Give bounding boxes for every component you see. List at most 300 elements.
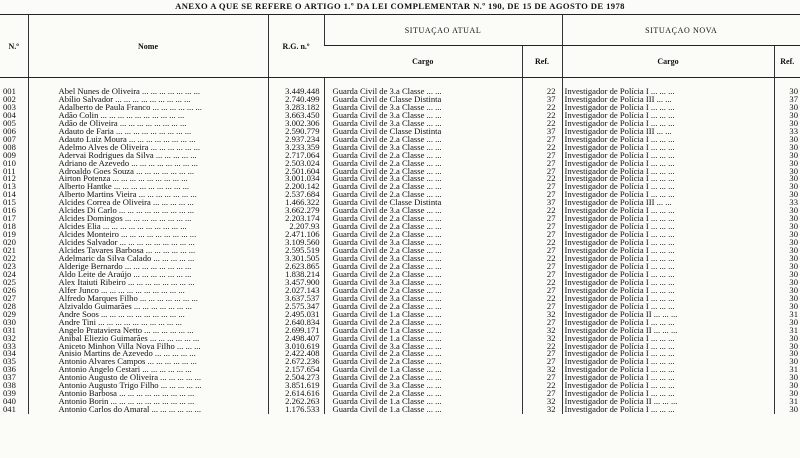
row-name: Adroaldo Goes Souza ... ... ... ... ... ... ... (28, 168, 268, 176)
row-cargo-atual: Guarda Civil de 2.a Classe ... ... (324, 223, 522, 231)
row-name: Adão de Oliveira ... ... ... ... ... ... ... ... (28, 120, 268, 128)
row-cargo-atual: Guarda Civil de 2.a Classe ... ... (324, 350, 522, 358)
row-cargo-nova: Investigador de Polícia II ... ... ... (562, 398, 774, 406)
row-name: Antonio Borin ... ... ... ... ... ... ... ... ... ... (28, 398, 268, 406)
table-row (0, 207, 800, 215)
table-row (0, 358, 800, 366)
table-row (0, 128, 800, 136)
row-rg: 3.663.450 (268, 112, 324, 120)
row-name: Alberto Hantke ... ... ... ... ... ... ... ... ... (28, 183, 268, 191)
row-cargo-nova: Investigador de Polícia I ... ... ... (562, 319, 774, 327)
row-ref-atual: 22 (522, 104, 562, 112)
row-ref-atual: 27 (522, 303, 562, 311)
row-cargo-nova: Investigador de Polícia I ... ... ... (562, 239, 774, 247)
row-ref-nova: 30 (774, 112, 800, 120)
row-ref-atual: 27 (522, 152, 562, 160)
row-number: 034 (3, 350, 16, 359)
table-row (0, 255, 800, 263)
row-cargo-atual: Guarda Civil de Classe Distinta (324, 96, 522, 104)
row-ref-nova: 30 (774, 255, 800, 263)
row-cargo-atual: Guarda Civil de 2.a Classe ... ... (324, 160, 522, 168)
row-number: 010 (3, 159, 16, 168)
row-cargo-atual: Guarda Civil de 3.a Classe ... ... (324, 175, 522, 183)
row-name: Alberto Martins Vieira ... ... ... ... ... ... ... (28, 191, 268, 199)
row-cargo-atual: Guarda Civil de 3.a Classe ... ... (324, 207, 522, 215)
row-rg: 2.937.234 (268, 136, 324, 144)
row-rg: 3.010.619 (268, 343, 324, 351)
row-ref-atual: 27 (522, 168, 562, 176)
row-cargo-nova: Investigador de Polícia I ... ... ... (562, 343, 774, 351)
row-number: 005 (3, 119, 16, 128)
row-rg: 2.503.024 (268, 160, 324, 168)
table-row (0, 223, 800, 231)
table-row (0, 382, 800, 390)
row-cargo-atual: Guarda Civil de 3.a Classe ... ... (324, 343, 522, 351)
row-name: Adriano de Azevedo ... ... ... ... ... ... ... ... (28, 160, 268, 168)
header-rg: R.G. n.º (268, 15, 324, 78)
table-row (0, 144, 800, 152)
row-ref-nova: 30 (774, 175, 800, 183)
row-number: 027 (3, 294, 16, 303)
row-rg: 2.200.142 (268, 183, 324, 191)
row-number: 040 (3, 398, 16, 407)
row-number: 002 (3, 95, 16, 104)
row-cargo-nova: Investigador de Polícia I ... ... ... (562, 144, 774, 152)
table-row (0, 160, 800, 168)
row-name: Alfer Junco ... ... ... ... ... ... ... ... ... ... (28, 287, 268, 295)
row-number: 004 (3, 111, 16, 120)
row-ref-nova: 30 (774, 382, 800, 390)
row-number: 016 (3, 207, 16, 216)
row-rg: 2.471.106 (268, 231, 324, 239)
header-number: N.º (0, 15, 28, 78)
row-ref-nova: 30 (774, 160, 800, 168)
row-rg: 2.717.064 (268, 152, 324, 160)
row-number: 033 (3, 342, 16, 351)
row-name: Antonio Augusto Trigo Filho ... ... ... ... ... (28, 382, 268, 390)
row-number: 012 (3, 175, 16, 184)
row-cargo-atual: Guarda Civil de 2.a Classe ... ... (324, 271, 522, 279)
header-ref-atual: Ref. (522, 46, 562, 78)
row-number: 020 (3, 239, 16, 248)
row-ref-nova: 30 (774, 279, 800, 287)
row-rg: 2.262.263 (268, 398, 324, 406)
row-cargo-nova: Investigador de Polícia I ... ... ... (562, 207, 774, 215)
table-row (0, 287, 800, 295)
row-cargo-atual: Guarda Civil de 2.a Classe ... ... (324, 358, 522, 366)
row-ref-nova: 30 (774, 343, 800, 351)
table-row (0, 191, 800, 199)
row-number: 018 (3, 223, 16, 232)
row-number: 023 (3, 262, 16, 271)
table-row (0, 406, 800, 414)
row-cargo-atual: Guarda Civil de 2.a Classe ... ... (324, 136, 522, 144)
row-cargo-nova: Investigador de Polícia I ... ... ... (562, 168, 774, 176)
row-cargo-atual: Guarda Civil de 2.a Classe ... ... (324, 319, 522, 327)
row-ref-atual: 27 (522, 223, 562, 231)
row-name: Abel Nunes de Oliveira ... ... ... ... ... ... ... (28, 78, 268, 96)
row-number: 014 (3, 191, 16, 200)
row-cargo-atual: Guarda Civil de 3.a Classe ... ... (324, 104, 522, 112)
row-cargo-atual: Guarda Civil de 2.a Classe ... ... (324, 191, 522, 199)
page-title: ANEXO A QUE SE REFERE O ARTIGO 1.º DA LEI COMPLEMENTAR N.º 190, DE 15 DE AGOSTO DE 1978 (175, 1, 625, 11)
row-ref-atual: 37 (522, 128, 562, 136)
row-name: Andre Tini ... ... ... ... ... ... ... ... ... ... (28, 319, 268, 327)
row-number: 032 (3, 334, 16, 343)
row-rg: 2.537.684 (268, 191, 324, 199)
row-cargo-nova: Investigador de Polícia I ... ... ... (562, 287, 774, 295)
row-number: 041 (3, 406, 16, 415)
table-row (0, 350, 800, 358)
row-ref-nova: 30 (774, 223, 800, 231)
row-name: Antonio Carlos do Amaral ... ... ... ... ... ... (28, 406, 268, 414)
table-row (0, 390, 800, 398)
row-rg: 2.501.604 (268, 168, 324, 176)
row-rg: 3.283.182 (268, 104, 324, 112)
row-cargo-atual: Guarda Civil de 3.a Classe ... ... (324, 255, 522, 263)
table-row (0, 215, 800, 223)
row-ref-nova: 30 (774, 247, 800, 255)
row-name: Abílio Salvador ... ... ... ... ... ... ... ... ... (28, 96, 268, 104)
row-cargo-nova: Investigador de Polícia I ... ... ... (562, 303, 774, 311)
row-rg: 2.672.236 (268, 358, 324, 366)
row-cargo-nova: Investigador de Polícia I ... ... ... (562, 160, 774, 168)
row-name: Antonio Barbosa ... ... ... ... ... ... ... ... ... (28, 390, 268, 398)
row-ref-atual: 27 (522, 263, 562, 271)
row-ref-atual: 27 (522, 287, 562, 295)
row-name: Andre Soos ... ... ... ... ... ... ... ... ... ... (28, 311, 268, 319)
row-cargo-nova: Investigador de Polícia I ... ... ... (562, 120, 774, 128)
row-number: 037 (3, 374, 16, 383)
row-number: 011 (3, 167, 16, 176)
row-ref-nova: 30 (774, 144, 800, 152)
row-rg: 2.623.865 (268, 263, 324, 271)
row-cargo-atual: Guarda Civil de Classe Distinta (324, 199, 522, 207)
row-ref-nova: 30 (774, 231, 800, 239)
row-cargo-atual: Guarda Civil de 2.a Classe ... ... (324, 303, 522, 311)
row-ref-nova: 30 (774, 168, 800, 176)
row-ref-atual: 32 (522, 311, 562, 319)
row-number: 021 (3, 247, 16, 256)
row-cargo-nova: Investigador de Polícia III ... ... (562, 128, 774, 136)
row-cargo-nova: Investigador de Polícia I ... ... ... (562, 255, 774, 263)
row-number: 003 (3, 103, 16, 112)
row-rg: 3.457.900 (268, 279, 324, 287)
row-number: 001 (3, 86, 16, 96)
row-name: Anibal Eliezio Guimarães ... ... ... ... ... ... (28, 335, 268, 343)
row-rg: 2.740.499 (268, 96, 324, 104)
row-ref-atual: 37 (522, 96, 562, 104)
row-cargo-nova: Investigador de Polícia III ... ... (562, 199, 774, 207)
row-ref-atual: 27 (522, 183, 562, 191)
row-ref-atual: 27 (522, 374, 562, 382)
table-row (0, 271, 800, 279)
row-cargo-nova: Investigador de Polícia I ... ... ... (562, 374, 774, 382)
row-number: 036 (3, 366, 16, 375)
row-cargo-atual: Guarda Civil de Classe Distinta (324, 128, 522, 136)
row-ref-atual: 27 (522, 136, 562, 144)
row-rg: 2.498.407 (268, 335, 324, 343)
row-rg: 1.176.533 (268, 406, 324, 414)
row-ref-nova: 30 (774, 303, 800, 311)
row-name: Anisio Martins de Azevedo ... ... ... ... ... (28, 350, 268, 358)
row-ref-atual: 27 (522, 231, 562, 239)
row-rg: 2.495.031 (268, 311, 324, 319)
row-ref-atual: 22 (522, 144, 562, 152)
row-ref-nova: 30 (774, 358, 800, 366)
row-ref-nova: 30 (774, 390, 800, 398)
row-cargo-atual: Guarda Civil de 2.a Classe ... ... (324, 374, 522, 382)
row-name: Adauto Luiz Moura ... ... ... ... ... ... ... ... (28, 136, 268, 144)
row-ref-atual: 22 (522, 295, 562, 303)
row-cargo-nova: Investigador de Polícia I ... ... ... (562, 112, 774, 120)
row-ref-nova: 30 (774, 207, 800, 215)
row-number: 009 (3, 151, 16, 160)
table-row (0, 279, 800, 287)
row-ref-atual: 27 (522, 358, 562, 366)
row-cargo-nova: Investigador de Polícia I ... ... ... (562, 366, 774, 374)
row-cargo-nova: Investigador de Polícia III ... ... (562, 96, 774, 104)
row-ref-nova: 30 (774, 374, 800, 382)
row-name: Alcides Monteiro ... ... ... ... ... ... ... ... ... (28, 231, 268, 239)
row-name: Alcides Salvador ... ... ... ... ... ... ... ... ... (28, 239, 268, 247)
row-name: Alcides Di Carlo ... ... ... ... ... ... ... ... ... (28, 207, 268, 215)
table-row (0, 311, 800, 319)
row-ref-nova: 33 (774, 199, 800, 207)
row-name: Angelo Prataviera Netto ... ... ... ... ... ... (28, 327, 268, 335)
table-row (0, 78, 800, 96)
row-ref-atual: 32 (522, 327, 562, 335)
row-ref-atual: 27 (522, 247, 562, 255)
row-rg: 3.449.448 (268, 78, 324, 96)
row-name: Alex Itaiuti Ribeiro ... ... ... ... ... ... ... ... (28, 279, 268, 287)
table-row (0, 335, 800, 343)
header-ref-nova: Ref. (774, 46, 800, 78)
row-cargo-nova: Investigador de Polícia I ... ... ... (562, 390, 774, 398)
row-ref-nova: 30 (774, 319, 800, 327)
row-cargo-atual: Guarda Civil de 2.a Classe ... ... (324, 168, 522, 176)
row-cargo-nova: Investigador de Polícia I ... ... ... (562, 191, 774, 199)
row-cargo-atual: Guarda Civil de 1.a Classe ... ... (324, 327, 522, 335)
row-ref-nova: 30 (774, 183, 800, 191)
row-rg: 3.662.279 (268, 207, 324, 215)
row-ref-nova: 31 (774, 311, 800, 319)
row-cargo-nova: Investigador de Polícia I ... ... ... (562, 406, 774, 414)
row-ref-atual: 22 (522, 112, 562, 120)
row-ref-nova: 33 (774, 128, 800, 136)
row-ref-nova: 30 (774, 191, 800, 199)
row-cargo-atual: Guarda Civil de 3.a Classe ... ... (324, 78, 522, 96)
row-cargo-atual: Guarda Civil de 3.a Classe ... ... (324, 112, 522, 120)
row-number: 035 (3, 358, 16, 367)
row-name: Adelmaric da Silva Calado ... ... ... ... ... (28, 255, 268, 263)
row-number: 013 (3, 183, 16, 192)
row-name: Airton Potenza ... ... ... ... ... ... ... ... ... (28, 175, 268, 183)
row-number: 039 (3, 390, 16, 399)
row-cargo-nova: Investigador de Polícia I ... ... ... (562, 279, 774, 287)
row-cargo-atual: Guarda Civil de 3.a Classe ... ... (324, 144, 522, 152)
row-rg: 3.637.537 (268, 295, 324, 303)
row-cargo-atual: Guarda Civil de 3.a Classe ... ... (324, 382, 522, 390)
row-ref-atual: 32 (522, 335, 562, 343)
row-rg: 2.595.519 (268, 247, 324, 255)
table-row (0, 263, 800, 271)
row-cargo-nova: Investigador de Polícia I ... ... ... (562, 263, 774, 271)
row-name: Adalberto de Paula Franco ... ... ... ... ... ... (28, 104, 268, 112)
row-cargo-nova: Investigador de Polícia I ... ... ... (562, 175, 774, 183)
table-row (0, 319, 800, 327)
appointment-table (0, 14, 800, 414)
row-cargo-atual: Guarda Civil de 3.a Classe ... ... (324, 295, 522, 303)
row-name: Antonio Alvares Campos ... ... ... ... ... ... (28, 358, 268, 366)
row-cargo-atual: Guarda Civil de 2.a Classe ... ... (324, 390, 522, 398)
row-name: Alcides Elia ... ... ... ... ... ... ... ... ... ... (28, 223, 268, 231)
row-ref-nova: 30 (774, 104, 800, 112)
table-row (0, 343, 800, 351)
row-cargo-atual: Guarda Civil de 2.a Classe ... ... (324, 183, 522, 191)
row-number: 031 (3, 326, 16, 335)
row-ref-nova: 30 (774, 406, 800, 414)
row-number: 008 (3, 143, 16, 152)
row-number: 019 (3, 231, 16, 240)
row-ref-nova: 30 (774, 263, 800, 271)
table-row (0, 374, 800, 382)
row-ref-nova: 30 (774, 136, 800, 144)
header-cargo-nova: Cargo (562, 46, 774, 78)
row-cargo-nova: Investigador de Polícia I ... ... ... (562, 247, 774, 255)
row-name: Alzivaldo Guimarães ... ... ... ... ... ... ... (28, 303, 268, 311)
table-row (0, 398, 800, 406)
row-cargo-nova: Investigador de Polícia I ... ... ... (562, 271, 774, 279)
row-rg: 3.851.619 (268, 382, 324, 390)
row-number: 015 (3, 199, 16, 208)
table-row (0, 96, 800, 104)
row-number: 017 (3, 215, 16, 224)
row-ref-atual: 27 (522, 390, 562, 398)
row-cargo-nova: Investigador de Polícia I ... ... ... (562, 231, 774, 239)
row-ref-atual: 27 (522, 191, 562, 199)
table-row (0, 112, 800, 120)
row-cargo-atual: Guarda Civil de 1.a Classe ... ... (324, 335, 522, 343)
row-cargo-atual: Guarda Civil de 1.a Classe ... ... (324, 311, 522, 319)
row-ref-nova: 30 (774, 295, 800, 303)
row-ref-atual: 27 (522, 271, 562, 279)
row-ref-nova: 30 (774, 152, 800, 160)
table-row (0, 231, 800, 239)
row-ref-atual: 22 (522, 343, 562, 351)
table-row (0, 183, 800, 191)
row-number: 006 (3, 127, 16, 136)
row-ref-atual: 37 (522, 199, 562, 207)
row-ref-nova: 30 (774, 271, 800, 279)
row-name: Adervai Rodrigues da Silva ... ... ... ... ... (28, 152, 268, 160)
header-name: Nome (28, 15, 268, 78)
row-rg: 3.001.034 (268, 175, 324, 183)
row-ref-atual: 32 (522, 398, 562, 406)
row-ref-atual: 32 (522, 406, 562, 414)
row-cargo-atual: Guarda Civil de 2.a Classe ... ... (324, 231, 522, 239)
row-rg: 3.233.359 (268, 144, 324, 152)
header-cargo-atual: Cargo (324, 46, 522, 78)
table-row (0, 327, 800, 335)
row-cargo-nova: Investigador de Polícia I ... ... ... (562, 104, 774, 112)
row-ref-nova: 37 (774, 96, 800, 104)
row-ref-atual: 22 (522, 279, 562, 287)
row-rg: 2.422.408 (268, 350, 324, 358)
row-cargo-atual: Guarda Civil de 1.a Classe ... ... (324, 398, 522, 406)
row-number: 024 (3, 270, 16, 279)
row-rg: 2.590.779 (268, 128, 324, 136)
row-cargo-atual: Guarda Civil de 1.a Classe ... ... (324, 366, 522, 374)
row-ref-nova: 30 (774, 215, 800, 223)
table-row (0, 152, 800, 160)
row-rg: 3.109.560 (268, 239, 324, 247)
row-ref-atual: 22 (522, 207, 562, 215)
row-number: 028 (3, 302, 16, 311)
row-ref-atual: 27 (522, 319, 562, 327)
row-cargo-atual: Guarda Civil de 3.a Classe ... ... (324, 239, 522, 247)
row-rg: 2.207.93 (268, 223, 324, 231)
row-ref-atual: 27 (522, 215, 562, 223)
row-number: 030 (3, 318, 16, 327)
row-number: 029 (3, 310, 16, 319)
header-situacao-atual: SITUAÇAO ATUAL (324, 15, 562, 46)
row-cargo-atual: Guarda Civil de 2.a Classe ... ... (324, 287, 522, 295)
row-rg: 1.838.214 (268, 271, 324, 279)
row-ref-nova: 30 (774, 350, 800, 358)
row-ref-atual: 22 (522, 78, 562, 96)
row-rg: 2.203.174 (268, 215, 324, 223)
row-ref-nova: 31 (774, 398, 800, 406)
row-name: Alfredo Marques Filho ... ... ... ... ... ... ... (28, 295, 268, 303)
row-ref-atual: 22 (522, 255, 562, 263)
table-row (0, 175, 800, 183)
row-cargo-nova: Investigador de Polícia I ... ... ... (562, 78, 774, 96)
row-ref-nova: 30 (774, 239, 800, 247)
table-row (0, 168, 800, 176)
table-row (0, 136, 800, 144)
row-ref-atual: 22 (522, 382, 562, 390)
row-cargo-nova: Investigador de Polícia I ... ... ... (562, 295, 774, 303)
row-rg: 2.699.171 (268, 327, 324, 335)
row-number: 007 (3, 135, 16, 144)
table-row (0, 104, 800, 112)
row-ref-nova: 31 (774, 366, 800, 374)
row-cargo-atual: Guarda Civil de 2.a Classe ... ... (324, 247, 522, 255)
row-ref-atual: 22 (522, 120, 562, 128)
row-number: 022 (3, 255, 16, 263)
table-row (0, 120, 800, 128)
row-rg: 2.504.273 (268, 374, 324, 382)
row-ref-atual: 22 (522, 175, 562, 183)
row-name: Alcides Domingos ... ... ... ... ... ... ... ... (28, 215, 268, 223)
row-cargo-atual: Guarda Civil de 3.a Classe ... ... (324, 120, 522, 128)
row-name: Adão Colin ... ... ... ... ... ... ... ... ... ... (28, 112, 268, 120)
row-rg: 2.614.616 (268, 390, 324, 398)
row-cargo-atual: Guarda Civil de 2.a Classe ... ... (324, 215, 522, 223)
row-cargo-atual: Guarda Civil de 1.a Classe ... ... (324, 406, 522, 414)
row-cargo-nova: Investigador de Polícia I ... ... ... (562, 215, 774, 223)
row-cargo-nova: Investigador de Polícia I ... ... ... (562, 358, 774, 366)
row-cargo-nova: Investigador de Polícia I ... ... ... (562, 350, 774, 358)
row-rg: 1.466.322 (268, 199, 324, 207)
table-row (0, 239, 800, 247)
table-row (0, 295, 800, 303)
row-name: Adauto de Faria ... ... ... ... ... ... ... ... ... (28, 128, 268, 136)
row-cargo-nova: Investigador de Polícia I ... ... ... (562, 382, 774, 390)
row-ref-nova: 30 (774, 335, 800, 343)
table-row (0, 366, 800, 374)
